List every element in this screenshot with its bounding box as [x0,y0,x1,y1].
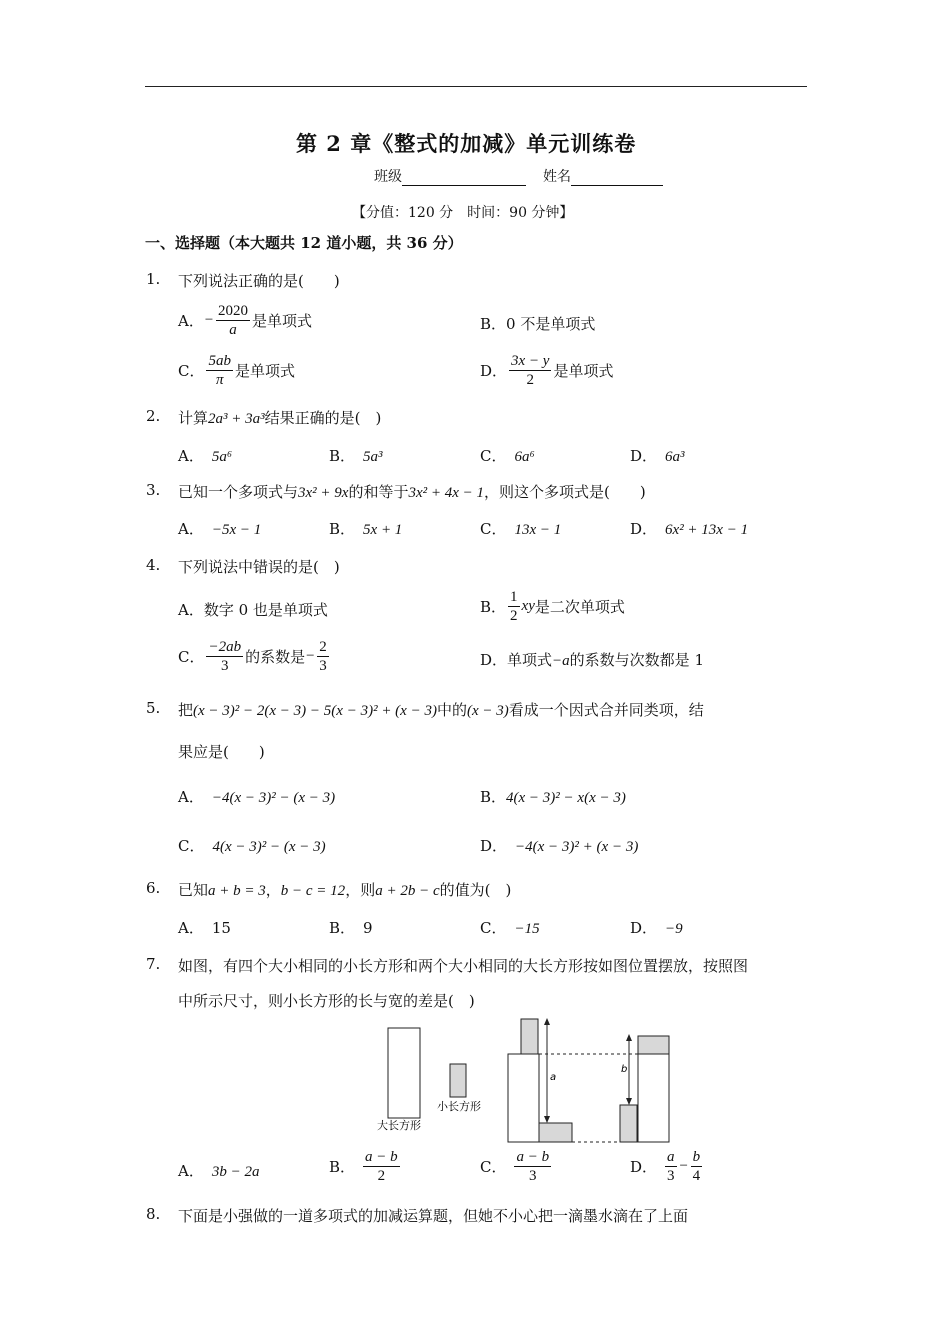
q2-option-b: B． 5a³ [329,447,383,465]
q3-number: 3. [146,481,161,499]
right-small-rect [620,1105,637,1142]
q5-option-d: D． −4(x − 3)² + (x − 3) [480,837,639,855]
q4-option-b: B． $\frac{1}{2}$ xy是二次单项式 [480,589,625,624]
q4-option-c: C． $\frac{-2ab}{3}$ 的系数是− $\frac{2}{3}$ [178,639,327,674]
q3-stem: 已知一个多项式与3x² + 9x的和等于3x² + 4x − 1，则这个多项式是( ) [178,483,646,501]
q5-number: 5. [146,699,161,717]
q7-option-b: B． $\frac{a - b}{2}$ [329,1149,398,1184]
name-blank[interactable] [571,169,663,186]
big-rect-label: 大长方形 [377,1119,421,1132]
q5-option-b: B．4(x − 3)² − x(x − 3) [480,788,626,806]
class-field [374,166,526,186]
q7-option-a: A． 3b − 2a [178,1162,260,1180]
q6-option-c: C． −15 [480,919,540,937]
q5-option-a: A． −4(x − 3)² − (x − 3) [178,788,336,806]
small-rect [450,1064,466,1097]
q2-stem: 计算2a³ + 3a³结果正确的是( ) [178,409,382,427]
big-rect [388,1028,420,1118]
q2-number: 2. [146,407,161,425]
section-heading: 一、选择题（本大题共 12 道小题，共 36 分） [145,234,463,252]
q6-option-b: B． 9 [329,919,373,937]
top-rule [145,86,807,87]
q7-option-c: C． $\frac{a - b}{3}$ [480,1149,550,1184]
q1-number: 1. [146,270,161,288]
q6-option-d: D． −9 [630,919,683,937]
score-time: 【分值：120 分 时间：90 分钟】 [352,205,574,221]
q3-option-d: D． 6x² + 13x − 1 [630,520,749,538]
bottom-small-rect [539,1123,572,1142]
q6-stem: 已知a + b = 3，b − c = 12，则a + 2b − c的值为( ) [178,881,512,899]
q7-figure [370,1012,680,1147]
q1-option-d: D． $\frac{3x - y}{2}$ 是单项式 [480,353,614,388]
page-title: 第 2 章《整式的加减》单元训练卷 [296,131,637,156]
q4-stem: 下列说法中错误的是( ) [178,558,340,576]
class-blank[interactable] [402,169,526,186]
class-label: 班级 [374,169,402,185]
left-big-rect [508,1054,539,1142]
q4-number: 4. [146,556,161,574]
q2-option-d: D． 6a³ [630,447,685,465]
top-small-rect [521,1019,538,1054]
q7-option-d: D． $\frac{a}{3}$ − $\frac{b}{4}$ [630,1149,701,1184]
name-field [543,166,663,186]
q7-stem-line2: 中所示尺寸，则小长方形的长与宽的差是( ) [178,992,475,1010]
name-label: 姓名 [543,169,571,185]
right-top-small-rect [638,1036,669,1054]
q1-stem: 下列说法正确的是( ) [178,272,340,290]
q7-number: 7. [146,955,161,973]
right-big-rect [638,1054,669,1142]
q5-stem-line2: 果应是( ) [178,743,265,761]
q6-number: 6. [146,879,161,897]
small-rect-label: 小长方形 [437,1100,481,1113]
q3-option-c: C． 13x − 1 [480,520,562,538]
q4-option-a: A．数字 0 也是单项式 [178,601,328,619]
q1-option-a: A．− $\frac{2020}{a}$ 是单项式 [178,303,312,338]
q8-number: 8. [146,1205,161,1223]
q1-option-b: B．0 不是单项式 [480,315,596,333]
q3-option-a: A． −5x − 1 [178,520,262,538]
dim-b: b [621,1064,628,1075]
q4-option-d: D．单项式−a的系数与次数都是 1 [480,651,704,669]
q5-stem: 把(x − 3)² − 2(x − 3) − 5(x − 3)² + (x − 3)中的(x − 3)看成一个因式合并同类项，结 [178,701,704,719]
q5-option-c: C． 4(x − 3)² − (x − 3) [178,837,326,855]
q3-option-b: B． 5x + 1 [329,520,403,538]
q1-option-c: C． $\frac{5ab}{\pi}$ 是单项式 [178,353,295,388]
q2-option-a: A． 5a⁶ [178,447,233,465]
q7-stem-line1: 如图，有四个大小相同的小长方形和两个大小相同的大长方形按如图位置摆放，按照图 [178,957,749,975]
dim-a: a [550,1072,557,1083]
q2-option-c: C． 6a⁶ [480,447,535,465]
q6-option-a: A． 15 [178,919,231,937]
q8-stem: 下面是小强做的一道多项式的加减运算题，但她不小心把一滴墨水滴在了上面 [178,1207,689,1225]
